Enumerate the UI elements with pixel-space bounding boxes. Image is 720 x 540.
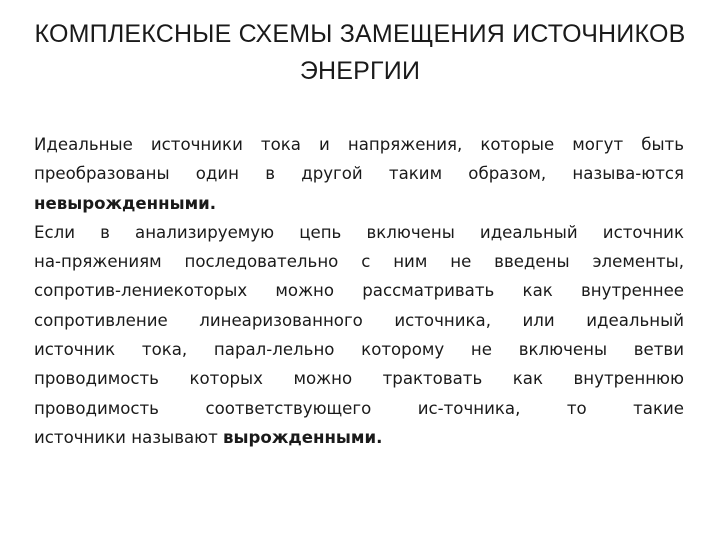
paragraph-1-line-1: Идеальные источники тока и напряжения, которые могут быть (34, 135, 684, 154)
paragraph-2-line-6: проводимость которых можно трактовать как внутреннюю (34, 369, 684, 389)
paragraph-2-line-2: на-пряжениям последовательно с ним не введены элементы, (34, 252, 684, 272)
paragraph-2-line-7: проводимость соответствующего ис-точника, то такие (34, 398, 684, 418)
paragraph-2-line-8-text: источники называют (34, 427, 224, 447)
term-degenerate: вырожденными. (223, 427, 383, 447)
term-non-degenerate: невырожденными. (34, 193, 217, 213)
slide-body (34, 130, 684, 452)
paragraph-1-line-3 (34, 189, 684, 218)
paragraph-2-line-8 (34, 423, 684, 452)
slide-title (20, 16, 700, 90)
paragraph-1-line-2: преобразованы один в другой таким образом, называ-ются (34, 164, 684, 184)
paragraph-2-line-3: сопротив-лениекоторых можно рассматривать как внутреннее (34, 281, 684, 301)
paragraph-2 (34, 218, 684, 452)
paragraph-1 (34, 130, 684, 218)
slide-title-line-2: ЭНЕРГИИ (299, 57, 421, 85)
paragraph-2-line-5: источник тока, парал-лельно которому не включены ветви (34, 340, 684, 360)
paragraph-2-line-1: Если в анализируемую цепь включены идеальный источник (34, 222, 684, 242)
slide-title-line-1: КОМПЛЕКСНЫЕ СХЕМЫ ЗАМЕЩЕНИЯ ИСТОЧНИКОВ (34, 20, 686, 48)
paragraph-2-line-4: сопротивление линеаризованного источника, или идеальный (34, 310, 684, 330)
